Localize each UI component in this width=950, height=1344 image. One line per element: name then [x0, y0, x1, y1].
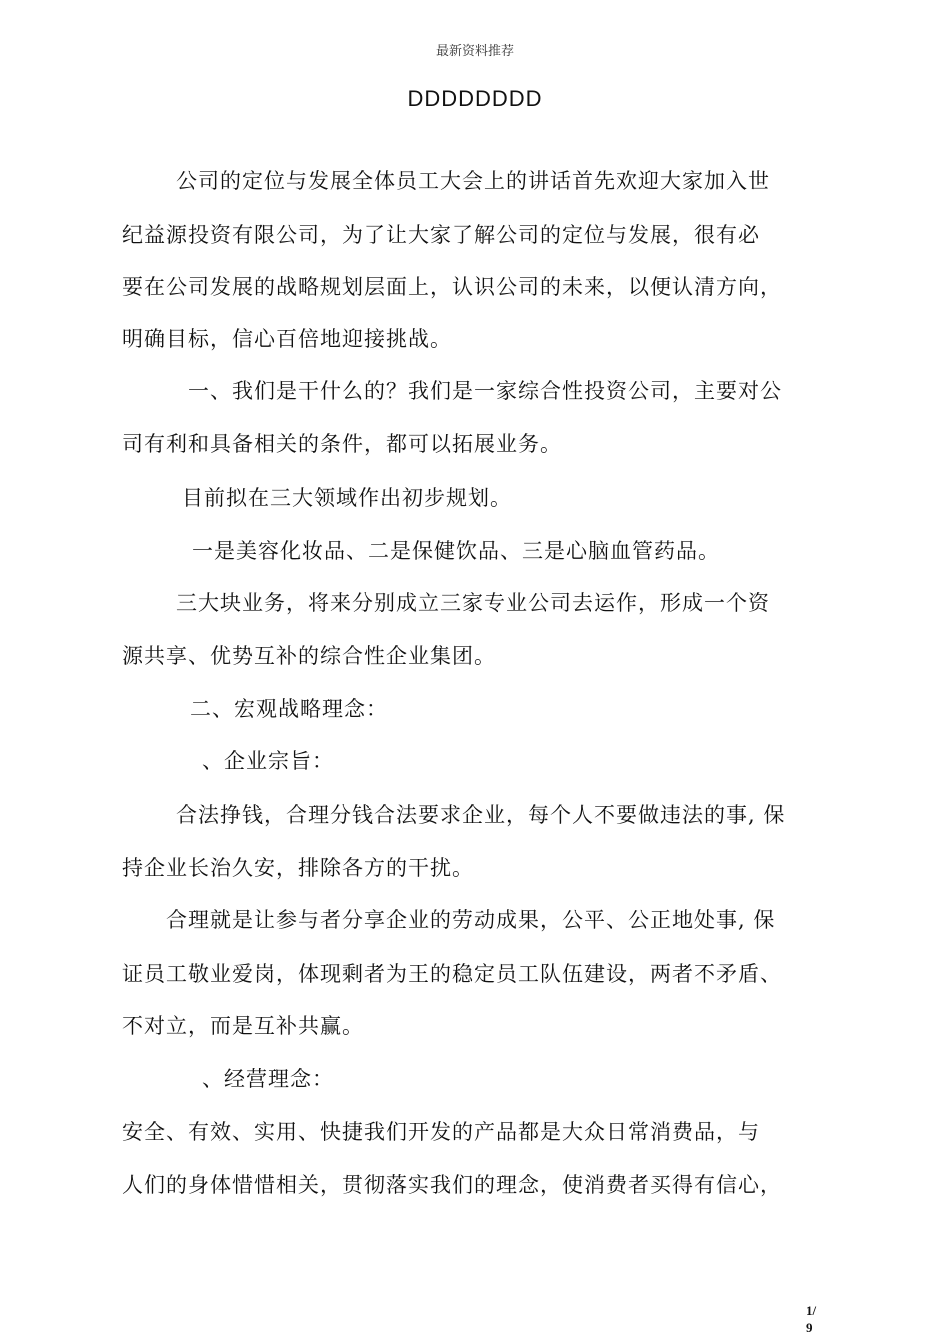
text-line: 安全、有效、实用、快捷我们开发的产品都是大众日常消费品，与 — [122, 1120, 760, 1144]
document-title: DDDDDDDD — [407, 86, 543, 111]
text-line: 目前拟在三大领域作出初步规划。 — [182, 486, 512, 510]
text-line: 一、我们是干什么的？我们是一家综合性投资公司，主要对公 — [188, 379, 782, 403]
text-line: 、经营理念： — [202, 1067, 334, 1091]
page-header: 最新资料推荐 — [435, 44, 514, 59]
text-line: 持企业长治久安，排除各方的干扰。 — [122, 856, 474, 880]
text-line: 明确目标，信心百倍地迎接挑战。 — [122, 327, 452, 351]
text-line: 合法挣钱，合理分钱合法要求企业，每个人不要做违法的事, 保 — [176, 803, 786, 827]
text-line: 合理就是让参与者分享企业的劳动成果，公平、公正地处事, 保 — [166, 908, 776, 932]
text-line: 二、宏观战略理念： — [190, 697, 388, 721]
text-line: 证员工敬业爱岗，体现剩者为王的稳定员工队伍建设，两者不矛盾、 — [122, 962, 782, 986]
text-line: 人们的身体惜惜相关，贯彻落实我们的理念，使消费者买得有信心， — [122, 1173, 782, 1197]
page-number-current: 1/ — [806, 1303, 817, 1318]
text-line: 司有利和具备相关的条件，都可以拓展业务。 — [122, 432, 562, 456]
text-line: 源共享、优势互补的综合性企业集团。 — [122, 644, 496, 668]
text-line: 一是美容化妆品、二是保健饮品、三是心脑血管药品。 — [192, 539, 720, 563]
text-line: 三大块业务，将来分别成立三家专业公司去运作，形成一个资 — [176, 591, 770, 615]
text-line: 不对立，而是互补共赢。 — [122, 1014, 364, 1038]
page-number-total: 9 — [806, 1320, 813, 1335]
text-line: 纪益源投资有限公司，为了让大家了解公司的定位与发展，很有必 — [122, 223, 760, 247]
text-line: 、企业宗旨： — [202, 749, 334, 773]
text-line: 要在公司发展的战略规划层面上，认识公司的未来，以便认清方向， — [122, 275, 782, 299]
text-line: 公司的定位与发展全体员工大会上的讲话首先欢迎大家加入世 — [176, 169, 770, 193]
